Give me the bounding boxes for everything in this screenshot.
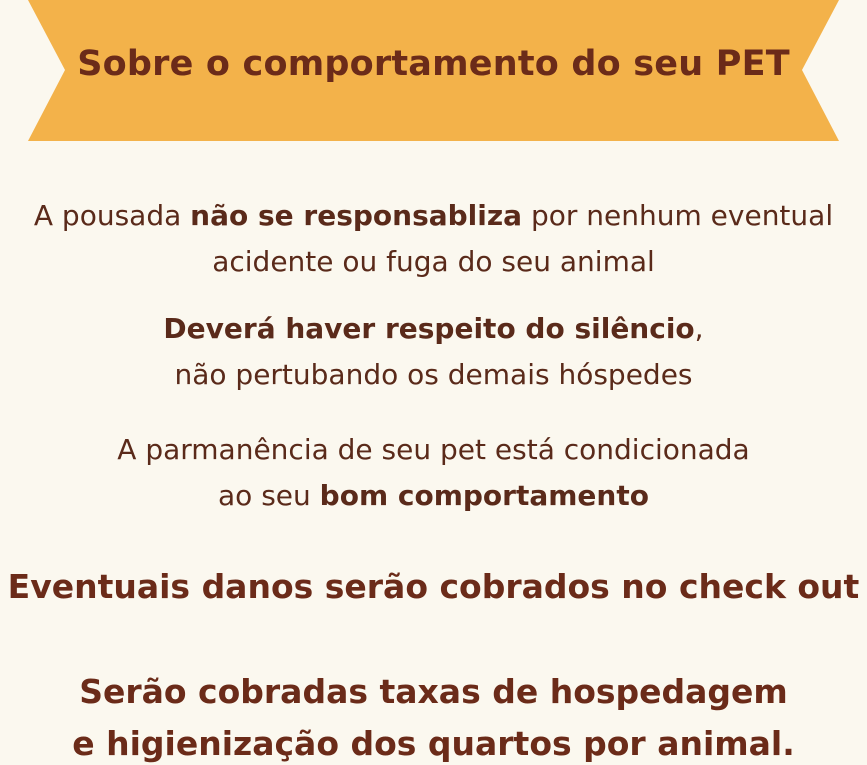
banner-title: Sobre o comportamento do seu PET xyxy=(77,44,790,84)
rule-behavior-line-1: A parmanência de seu pet está condicionada xyxy=(117,433,750,466)
rule-damages-line: Eventuais danos serão cobrados no check out xyxy=(7,567,860,606)
rule-text: , xyxy=(694,312,704,345)
rule-responsibility-line-1 xyxy=(0,193,867,239)
rule-fees-line-2: e higienização dos quartos por animal. xyxy=(72,724,795,763)
rule-emphasis: Deverá haver respeito do silêncio xyxy=(163,312,695,345)
rule-fees xyxy=(0,666,867,765)
rule-responsibility-line-2: acidente ou fuga do seu animal xyxy=(212,245,655,278)
rule-damages xyxy=(0,562,867,612)
rule-emphasis: não se responsabliza xyxy=(190,199,523,232)
rule-text: A pousada xyxy=(33,199,191,232)
rule-fees-line-1: Serão cobradas taxas de hospedagem xyxy=(79,672,788,711)
rule-behavior xyxy=(0,427,867,519)
rule-text: por nenhum eventual xyxy=(522,199,834,232)
title-banner xyxy=(0,0,867,141)
rule-text: ao seu xyxy=(218,479,320,512)
rule-silence-line-2: não pertubando os demais hóspedes xyxy=(174,358,693,391)
rule-responsibility xyxy=(0,193,867,285)
rule-silence xyxy=(0,306,867,398)
rule-behavior-line-2 xyxy=(0,473,867,519)
rule-silence-line-1 xyxy=(0,306,867,352)
rule-emphasis: bom comportamento xyxy=(319,479,649,512)
